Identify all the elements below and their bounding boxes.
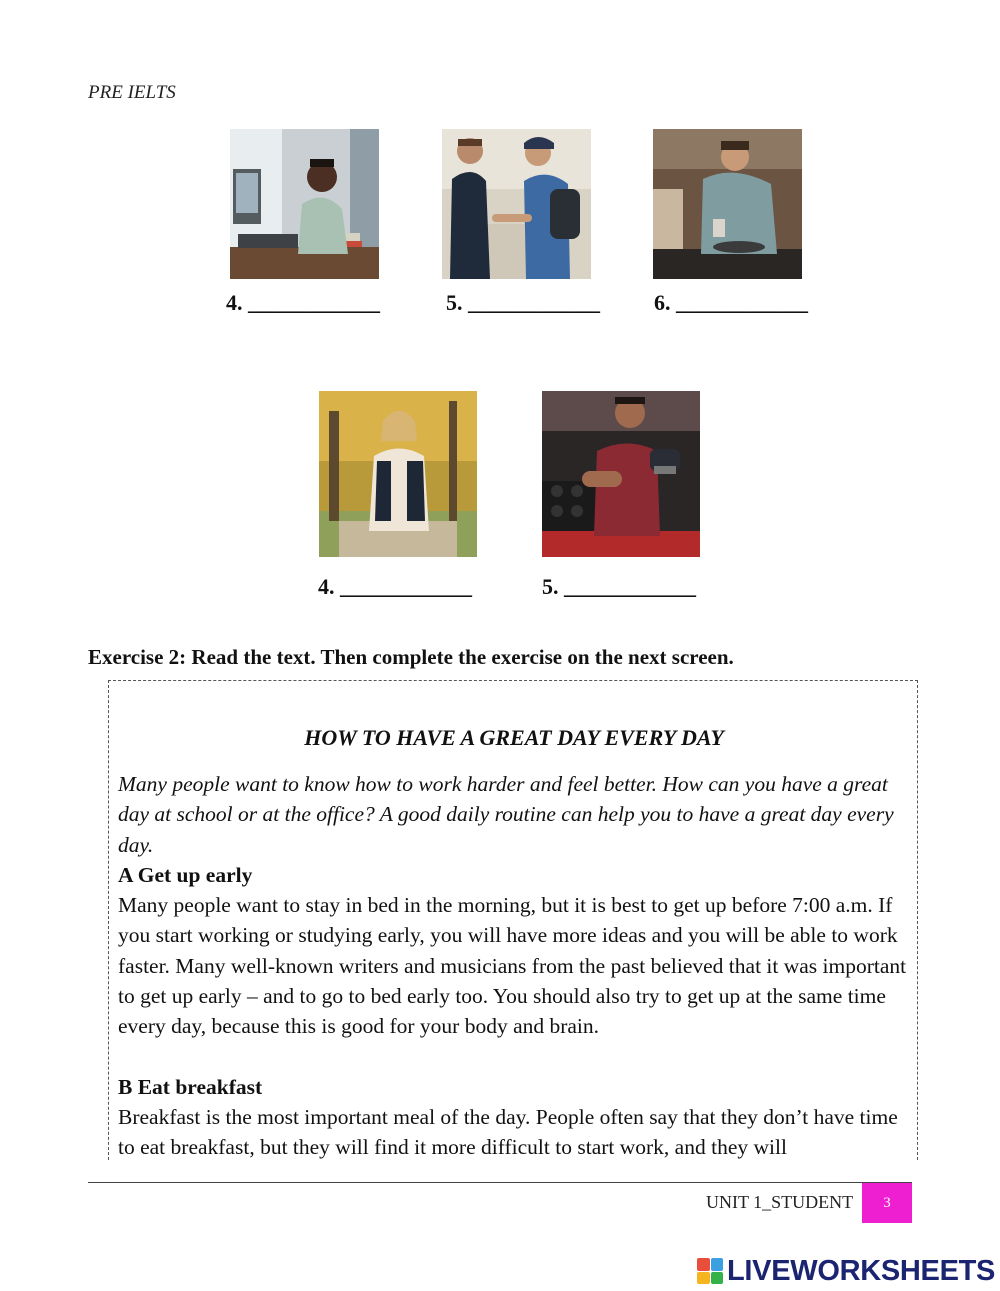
- reading-title: HOW TO HAVE A GREAT DAY EVERY DAY: [304, 725, 724, 750]
- course-label: PRE IELTS: [88, 82, 176, 103]
- reading-text-box: [108, 680, 918, 1160]
- woman-walking-in-park-image: [319, 391, 477, 557]
- man-cooking-in-kitchen-image: [653, 129, 802, 279]
- section-b-heading: B Eat breakfast: [118, 1075, 263, 1099]
- footer-divider: [88, 1182, 912, 1183]
- blank-label-3: 6. ____________: [654, 290, 808, 315]
- blank-label-1: 4. ____________: [226, 290, 380, 315]
- section-a-body: Many people want to stay in bed in the morning, but it is best to get up before 7:00 a.m. If you start working or studying early, you will have more ideas and you will be able to work faster. Many well-known writers and musicians from the past believed that it was important to get up early – and to go to bed early too. You should also try to get up at the same time every day, because this is good for your body and brain.: [118, 893, 907, 1039]
- two-men-shaking-hands-image: [442, 129, 591, 279]
- liveworksheets-brand[interactable]: [697, 1254, 995, 1288]
- brand-name: LIVEWORKSHEETS: [727, 1254, 996, 1287]
- blank-label-5: 5. ____________: [542, 574, 696, 599]
- section-a-heading: A Get up early: [118, 863, 253, 887]
- blank-label-2: 5. ____________: [446, 290, 600, 315]
- reading-intro: Many people want to know how to work harder and feel better. How can you have a great day at school or at the office? A good daily routine can help you to have a great day every day.: [118, 772, 894, 857]
- section-b-body: Breakfast is the most important meal of the day. People often say that they don’t have time to eat breakfast, but they will find it more difficult to start work, and they will: [118, 1105, 898, 1160]
- footer-unit-label: UNIT 1_STUDENT: [706, 1192, 854, 1212]
- exercise-title: Exercise 2: Read the text. Then complete the exercise on the next screen.: [88, 645, 734, 669]
- man-studying-at-desk-image: [230, 129, 379, 279]
- page-number-badge: 3: [862, 1183, 912, 1223]
- man-lifting-dumbbell-image: [542, 391, 700, 557]
- liveworksheets-logo-icon: [697, 1258, 723, 1284]
- blank-label-4: 4. ____________: [318, 574, 472, 599]
